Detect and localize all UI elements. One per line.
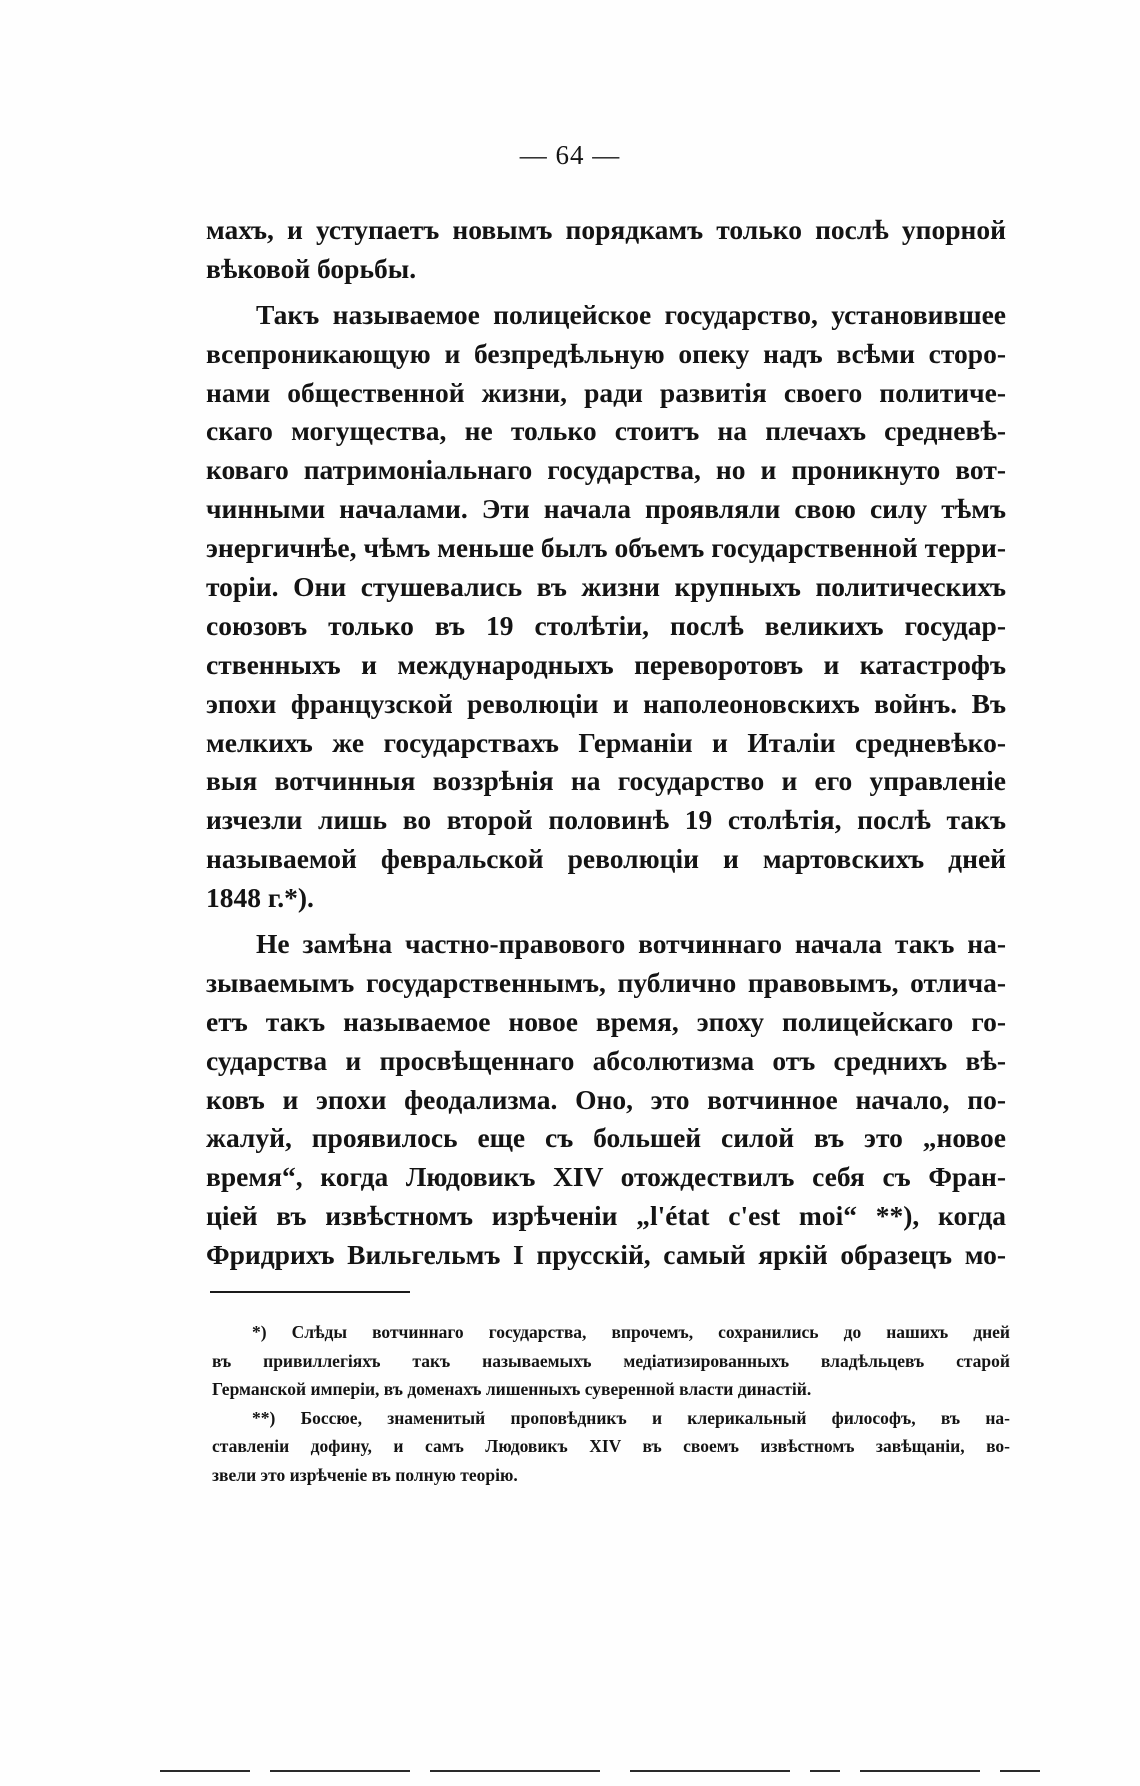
scan-mark xyxy=(630,1770,790,1772)
text-line: ковъ и эпохи феодализма. Оно, это вотчинное начало, по- xyxy=(206,1083,1006,1115)
text-line: жалуй, проявилось еще съ большей силой въ это „новое xyxy=(206,1122,1006,1154)
text-line: время“, когда Людовикъ XIV отождествилъ себя съ Фран- xyxy=(206,1161,1006,1193)
text-line: етъ такъ называемое новое время, эпоху полицейскаго го- xyxy=(206,1005,1006,1037)
scan-mark xyxy=(160,1770,250,1772)
text-line: эпохи французской революціи и наполеоновскихъ войнъ. Въ xyxy=(206,687,1006,719)
text-line: Такъ называемое полицейское государство, установившее xyxy=(256,298,1006,330)
text-line: ціей въ извѣстномъ изрѣченіи „l'état c'est moi“ **), когда xyxy=(206,1200,1006,1232)
text-line: сударства и просвѣщеннаго абсолютизма отъ среднихъ вѣ- xyxy=(206,1044,1006,1076)
text-line: вѣковой борьбы. xyxy=(206,252,417,284)
text-line: зываемымъ государственнымъ, публично правовымъ, отлича- xyxy=(206,966,1006,998)
text-line: махъ, и уступаетъ новымъ порядкамъ только послѣ упорной xyxy=(206,214,1006,245)
text-line: коваго патримоніальнаго государства, но и проникнуто вот- xyxy=(206,454,1006,486)
text-line: ственныхъ и международныхъ переворотовъ и катастрофъ xyxy=(206,648,1006,680)
text-line: скаго могущества, не только стоитъ на плечахъ средневѣ- xyxy=(206,415,1006,447)
text-line: изчезли лишь во второй половинѣ 19 столѣтія, послѣ такъ xyxy=(206,804,1006,836)
scan-mark xyxy=(1000,1770,1040,1772)
text-line: энергичнѣе, чѣмъ меньше былъ объемъ государственной терри- xyxy=(206,532,1006,564)
text-line: мелкихъ же государствахъ Германіи и Италіи средневѣко- xyxy=(206,726,1006,758)
footnotes xyxy=(212,1318,1010,1489)
footnote-line: звели это изрѣченіе въ полную теорію. xyxy=(212,1464,518,1485)
page-number: — 64 — xyxy=(519,140,621,170)
scan-mark xyxy=(430,1770,600,1772)
text-line: 1848 г.*). xyxy=(206,882,314,914)
footnote-separator xyxy=(210,1291,410,1293)
scan-mark xyxy=(270,1770,410,1772)
text-line: Не замѣна частно-правового вотчиннаго начала такъ на- xyxy=(256,928,1006,960)
text-line: Фридрихъ Вильгельмъ I прусскій, самый яркій образецъ мо- xyxy=(206,1239,1006,1271)
footnote-line: въ привиллегіяхъ такъ называемыхъ медіатизированныхъ владѣльцевъ старой xyxy=(212,1350,1010,1371)
footnote-line: Германской имперіи, въ доменахъ лишенныхъ суверенной власти династій. xyxy=(212,1379,812,1399)
scan-mark xyxy=(810,1770,840,1772)
scan-artifact-marks xyxy=(160,1770,1060,1776)
text-line: называемой февральской революціи и мартовскихъ дней xyxy=(206,843,1006,875)
text-line: чинными началами. Эти начала проявляли свою силу тѣмъ xyxy=(206,493,1006,525)
text-line: союзовъ только въ 19 столѣтіи, послѣ великихъ государ- xyxy=(206,609,1006,641)
text-line: торіи. Они стушевались въ жизни крупныхъ политическихъ xyxy=(206,571,1006,603)
text-line: нами общественной жизни, ради развитія своего политиче- xyxy=(206,376,1006,408)
footnote-line: ставленіи дофину, и самъ Людовикъ XIV въ своемъ извѣстномъ завѣщаніи, во- xyxy=(212,1436,1010,1456)
text-line: выя вотчинныя воззрѣнія на государство и его управленіе xyxy=(206,765,1006,797)
text-line: всепроникающую и безпредѣльную опеку надъ всѣми сторо- xyxy=(206,337,1006,369)
main-text xyxy=(206,211,1006,1275)
scan-mark xyxy=(860,1770,980,1772)
footnote-line: **) Боссюе, знаменитый проповѣдникъ и клерикальный философъ, въ на- xyxy=(252,1407,1010,1428)
footnote-line: *) Слѣды вотчиннаго государства, впрочемъ, сохранились до нашихъ дней xyxy=(252,1322,1010,1342)
